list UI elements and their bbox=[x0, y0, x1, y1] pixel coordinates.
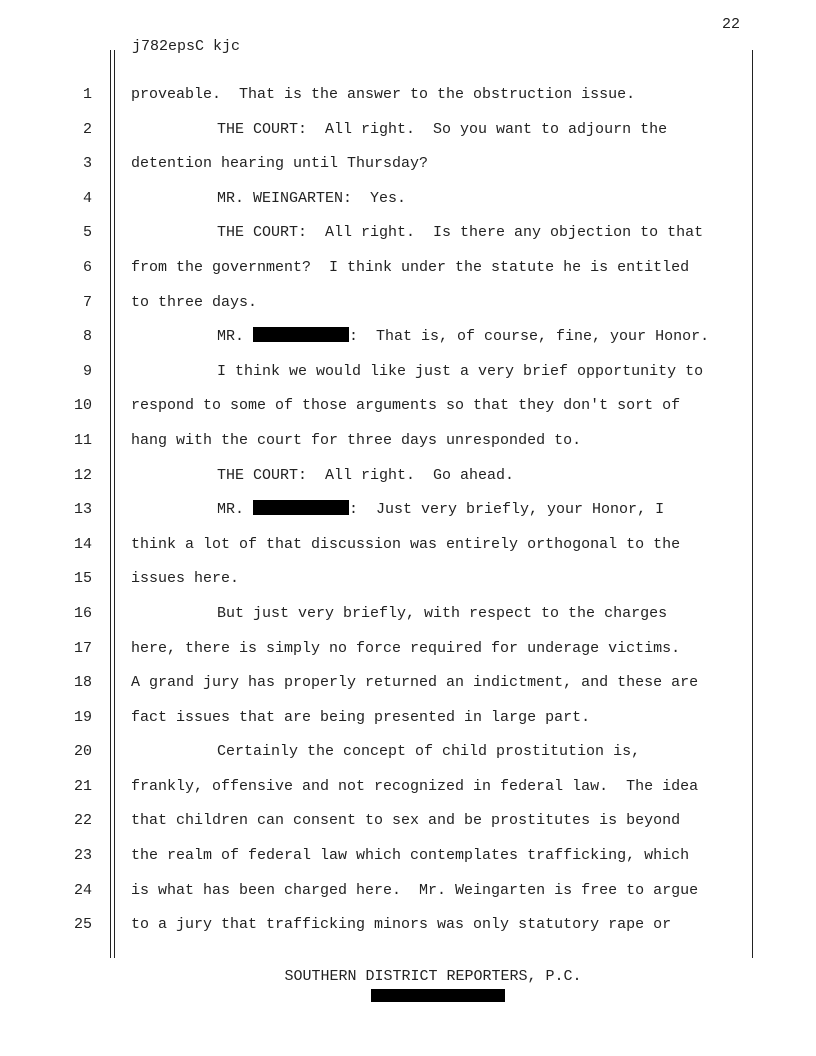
transcript-body bbox=[131, 80, 741, 945]
transcript-line bbox=[131, 495, 741, 530]
transcript-line: I think we would like just a very brief opportunity to bbox=[217, 362, 704, 380]
transcript-line: THE COURT: All right. Go ahead. bbox=[217, 466, 515, 484]
transcript-line: MR. WEINGARTEN: Yes. bbox=[217, 189, 407, 207]
line-number: 7 bbox=[82, 293, 92, 311]
redaction-bar bbox=[253, 500, 349, 515]
line-number: 23 bbox=[73, 847, 92, 865]
line-number: 18 bbox=[73, 674, 92, 692]
left-margin-rule bbox=[110, 50, 111, 958]
transcript-line: Certainly the concept of child prostitution is, bbox=[217, 743, 641, 761]
line-number: 16 bbox=[73, 604, 92, 622]
redaction-bar bbox=[253, 327, 349, 342]
transcript-line: respond to some of those arguments so that they don't sort of bbox=[131, 397, 681, 415]
transcript-line: from the government? I think under the statute he is entitled bbox=[131, 258, 690, 276]
line-number: 17 bbox=[73, 639, 92, 657]
line-number: 22 bbox=[73, 812, 92, 830]
transcript-line: to a jury that trafficking minors was only statutory rape or bbox=[131, 916, 672, 934]
transcript-line: THE COURT: All right. So you want to adjourn the bbox=[217, 120, 668, 138]
page-number: 22 bbox=[721, 16, 740, 33]
line-number: 24 bbox=[73, 881, 92, 899]
line-number: 4 bbox=[82, 189, 92, 207]
line-number: 10 bbox=[73, 397, 92, 415]
line-number: 12 bbox=[73, 466, 92, 484]
speaker-statement: : That is, of course, fine, your Honor. bbox=[349, 328, 710, 346]
transcript-line: A grand jury has properly returned an indictment, and these are bbox=[131, 674, 699, 692]
line-number: 19 bbox=[73, 708, 92, 726]
line-number: 21 bbox=[73, 777, 92, 795]
transcript-line: proveable. That is the answer to the obstruction issue. bbox=[131, 86, 636, 103]
footer-reporter: SOUTHERN DISTRICT REPORTERS, P.C. bbox=[284, 968, 582, 985]
speaker-prefix: MR. bbox=[217, 328, 254, 346]
line-number: 2 bbox=[82, 120, 92, 138]
transcript-line: that children can consent to sex and be prostitutes is beyond bbox=[131, 812, 681, 830]
transcript-line: the realm of federal law which contemplates trafficking, which bbox=[131, 847, 690, 865]
speaker-statement: : Just very briefly, your Honor, I bbox=[349, 501, 665, 519]
line-number: 14 bbox=[73, 535, 92, 553]
transcript-line: issues here. bbox=[131, 570, 240, 588]
transcript-line: detention hearing until Thursday? bbox=[131, 155, 429, 173]
footer-redaction-bar bbox=[371, 989, 505, 1002]
transcript-line: is what has been charged here. Mr. Weingarten is free to argue bbox=[131, 881, 699, 899]
line-number: 25 bbox=[73, 916, 92, 934]
header-code: j782epsC kjc bbox=[132, 38, 241, 55]
transcript-line: frankly, offensive and not recognized in federal law. The idea bbox=[131, 777, 699, 795]
line-number: 13 bbox=[73, 501, 92, 519]
line-number-column bbox=[60, 80, 92, 945]
transcript-line: THE COURT: All right. Is there any objection to that bbox=[217, 224, 704, 242]
speaker-prefix: MR. bbox=[217, 501, 254, 519]
transcript-line: hang with the court for three days unresponded to. bbox=[131, 431, 582, 449]
line-number: 15 bbox=[73, 570, 92, 588]
transcript-line: fact issues that are being presented in large part. bbox=[131, 708, 591, 726]
transcript-line: here, there is simply no force required for underage victims. bbox=[131, 639, 681, 657]
transcript-line bbox=[131, 322, 741, 357]
transcript-line: But just very briefly, with respect to the charges bbox=[217, 604, 668, 622]
line-number: 1 bbox=[82, 86, 92, 103]
line-number: 9 bbox=[82, 362, 92, 380]
transcript-line: think a lot of that discussion was entirely orthogonal to the bbox=[131, 535, 681, 553]
line-number: 11 bbox=[73, 431, 92, 449]
line-number: 20 bbox=[73, 743, 92, 761]
line-number: 6 bbox=[82, 258, 92, 276]
line-number: 8 bbox=[82, 328, 92, 346]
right-margin-rule bbox=[752, 50, 753, 958]
line-number: 5 bbox=[82, 224, 92, 242]
transcript-line: to three days. bbox=[131, 293, 258, 311]
line-number: 3 bbox=[82, 155, 92, 173]
left-margin-rule-inner bbox=[114, 50, 115, 958]
